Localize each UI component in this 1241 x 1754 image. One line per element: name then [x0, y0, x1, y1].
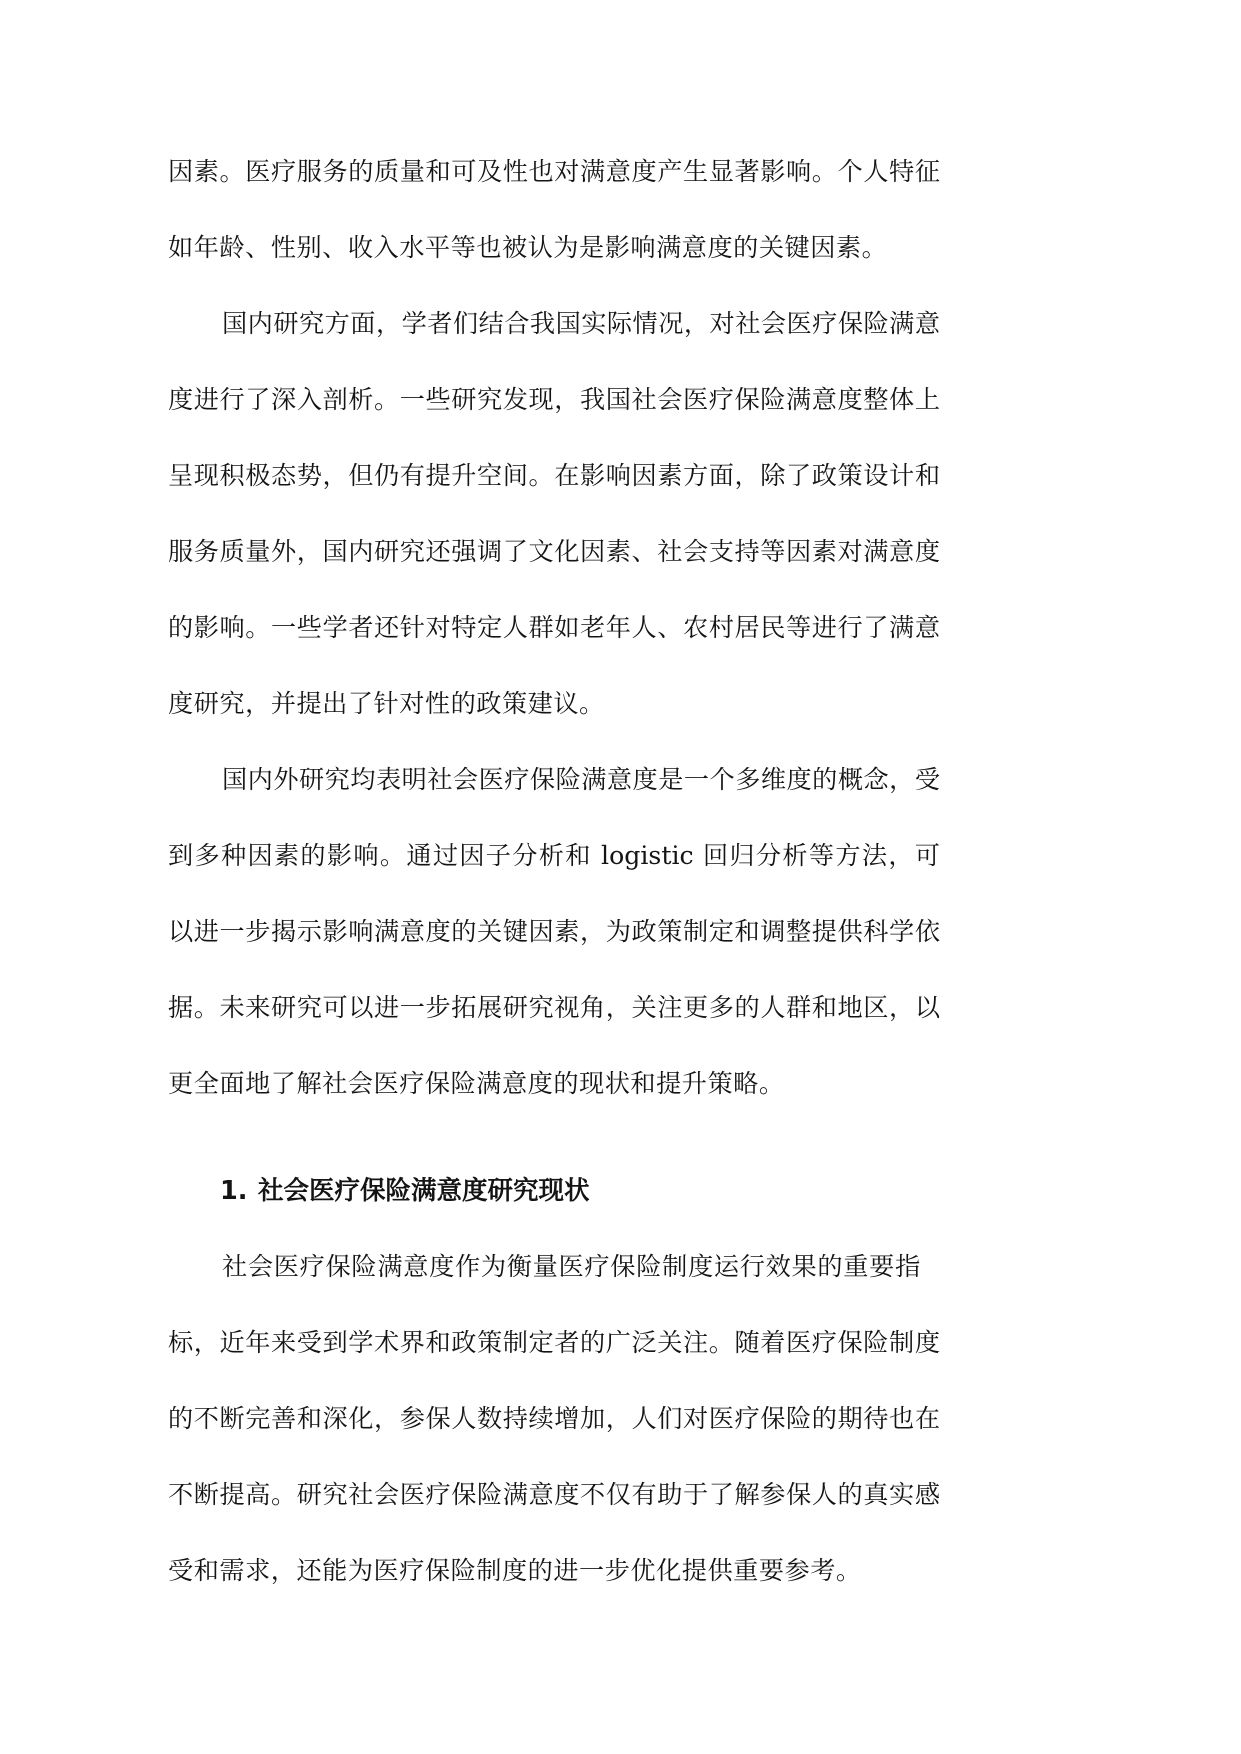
text-line: 度研究，并提出了针对性的政策建议。 [168, 689, 605, 718]
text-line: 的不断完善和深化，参保人数持续增加，人们对医疗保险的期待也在 [168, 1404, 940, 1433]
text-line: 标，近年来受到学术界和政策制定者的广泛关注。随着医疗保险制度 [168, 1328, 940, 1357]
text-line: 的影响。一些学者还针对特定人群如老年人、农村居民等进行了满意 [168, 613, 940, 642]
text-line: 更全面地了解社会医疗保险满意度的现状和提升策略。 [168, 1069, 785, 1098]
text-line: 到多种因素的影响。通过因子分析和 logistic 回归分析等方法，可 [168, 841, 940, 870]
paragraph-domestic-research [168, 286, 940, 742]
text-line: 国内外研究均表明社会医疗保险满意度是一个多维度的概念，受 [222, 765, 940, 794]
text-line: 社会医疗保险满意度作为衡量医疗保险制度运行效果的重要指 [222, 1252, 921, 1281]
text-line: 因素。医疗服务的质量和可及性也对满意度产生显著影响。个人特征 [168, 157, 940, 186]
text-line: 受和需求，还能为医疗保险制度的进一步优化提供重要参考。 [168, 1556, 862, 1585]
section-heading [168, 1153, 940, 1229]
text-line: 度进行了深入剖析。一些研究发现，我国社会医疗保险满意度整体上 [168, 385, 940, 414]
text-line: 呈现积极态势，但仍有提升空间。在影响因素方面，除了政策设计和 [168, 461, 940, 490]
text-line: 不断提高。研究社会医疗保险满意度不仅有助于了解参保人的真实感 [168, 1480, 940, 1509]
document-body [168, 134, 940, 1609]
text-line: 以进一步揭示影响满意度的关键因素，为政策制定和调整提供科学依 [168, 917, 940, 946]
text-line: 如年龄、性别、收入水平等也被认为是影响满意度的关键因素。 [168, 233, 888, 262]
paragraph-summary [168, 742, 940, 1122]
text-line: 据。未来研究可以进一步拓展研究视角，关注更多的人群和地区，以 [168, 993, 940, 1022]
text-line: 国内研究方面，学者们结合我国实际情况，对社会医疗保险满意 [222, 309, 940, 338]
section-title: 社会医疗保险满意度研究现状 [258, 1176, 590, 1206]
section-number: 1. [220, 1176, 248, 1206]
text-line: 服务质量外，国内研究还强调了文化因素、社会支持等因素对满意度 [168, 537, 940, 566]
paragraph-continued [168, 134, 940, 286]
paragraph-research-status [168, 1229, 940, 1609]
